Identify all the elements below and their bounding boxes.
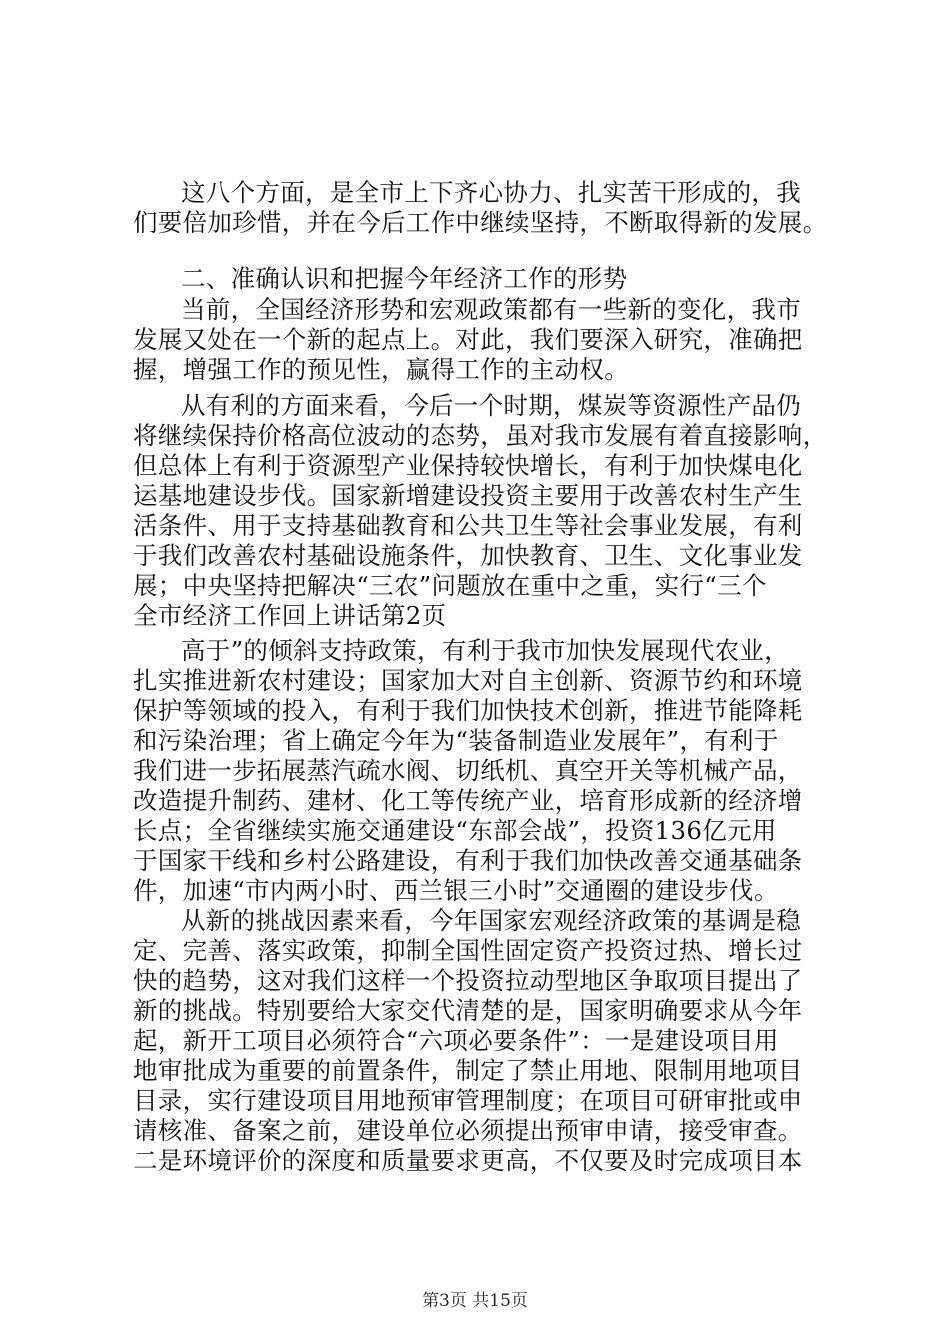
- text-line: 快的趋势，这对我们这样一个投资拉动型地区争取项目提出了: [133, 966, 803, 995]
- text-line: 件，加速“市内两小时、西兰银三小时”交通圈的建设步伐。: [133, 876, 779, 905]
- text-line: 于我们改善农村基础设施条件，加快教育、卫生、文化事业发: [133, 541, 803, 570]
- text-line: 运基地建设步伐。国家新增建设投资主要用于改善农村生产生: [133, 481, 803, 510]
- text-line: 活条件、用于支持基础教育和公共卫生等社会事业发展，有利: [133, 511, 803, 540]
- text-line: 起，新开工项目必须符合“六项必要条件”：一是建设项目用: [133, 1026, 779, 1055]
- text-line: 定、完善、落实政策，抑制全国性固定资产投资过热、增长过: [133, 936, 803, 965]
- text-line: 请核准、备案之前，建设单位必须提出预审申请，接受审查。: [133, 1116, 803, 1145]
- paragraph-first-line: 从新的挑战因素来看，今年国家宏观经济政策的基调是稳: [181, 906, 801, 935]
- text-line: 发展又处在一个新的起点上。对此，我们要深入研究，准确把: [133, 325, 803, 354]
- text-line: 握，增强工作的预见性，赢得工作的主动权。: [133, 355, 629, 384]
- text-line: 将继续保持价格高位波动的态势，虽对我市发展有着直接影响，: [133, 421, 828, 450]
- text-line: 全市经济工作回上讲话第2页: [133, 601, 447, 630]
- paragraph-first-line: 从有利的方面来看，今后一个时期，煤炭等资源性产品仍: [181, 391, 801, 420]
- text-line: 扎实推进新农村建设；国家加大对自主创新、资源节约和环境: [133, 666, 803, 695]
- text-line: 但总体上有利于资源型产业保持较快增长，有利于加快煤电化: [133, 451, 803, 480]
- text-line: 新的挑战。特别要给大家交代清楚的是，国家明确要求从今年: [133, 996, 803, 1025]
- text-line: 保护等领域的投入，有利于我们加快技术创新，推进节能降耗: [133, 696, 803, 725]
- text-line: 目录，实行建设项目用地预审管理制度；在项目可研审批或申: [133, 1086, 803, 1115]
- text-line: 我们进一步拓展蒸汽疏水阀、切纸机、真空开关等机械产品，: [133, 756, 803, 785]
- text-line: 长点；全省继续实施交通建设“东部会战”，投资136亿元用: [133, 816, 777, 845]
- text-line: 二是环境评价的深度和质量要求更高，不仅要及时完成项目本: [133, 1146, 803, 1175]
- paragraph-first-line: 这八个方面，是全市上下齐心协力、扎实苦干形成的，我: [181, 178, 801, 207]
- paragraph-first-line: 高于”的倾斜支持政策，有利于我市加快发展现代农业，: [181, 636, 790, 665]
- text-line: 地审批成为重要的前置条件，制定了禁止用地、限制用地项目: [133, 1056, 803, 1085]
- text-line: 改造提升制药、建材、化工等传统产业，培育形成新的经济增: [133, 786, 803, 815]
- page-footer: 第3页 共15页: [422, 1291, 528, 1311]
- paragraph-first-line: 二、准确认识和把握今年经济工作的形势: [181, 264, 628, 293]
- paragraph-first-line: 当前，全国经济形势和宏观政策都有一些新的变化，我市: [181, 295, 801, 324]
- text-line: 和污染治理；省上确定今年为“装备制造业发展年”，有利于: [133, 726, 779, 755]
- text-line: 展；中央坚持把解决“三农”问题放在重中之重，实行“三个: [133, 571, 767, 600]
- text-line: 们要倍加珍惜，并在今后工作中继续坚持，不断取得新的发展。: [133, 208, 828, 237]
- text-line: 于国家干线和乡村公路建设，有利于我们加快改善交通基础条: [133, 846, 803, 875]
